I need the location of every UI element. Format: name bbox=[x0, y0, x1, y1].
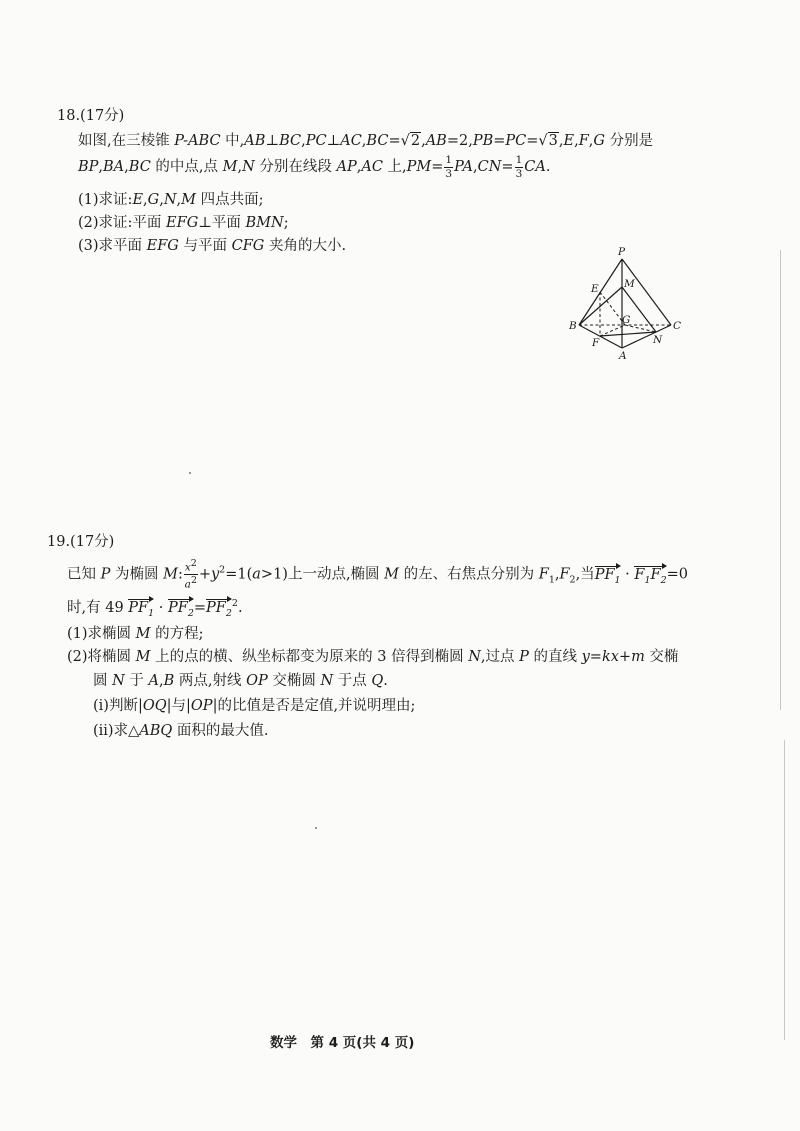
text: 已知 bbox=[67, 566, 101, 583]
var: M bbox=[222, 159, 238, 175]
text: + bbox=[198, 566, 211, 583]
var: OP bbox=[190, 698, 213, 714]
var: N bbox=[163, 192, 177, 208]
var: CFG bbox=[231, 238, 265, 254]
text: 中, bbox=[220, 133, 245, 149]
text: = bbox=[431, 159, 444, 175]
var: a bbox=[184, 578, 191, 591]
text: , bbox=[574, 133, 579, 149]
text: =0 bbox=[666, 566, 688, 583]
denominator: 3 bbox=[445, 167, 453, 180]
exponent: 2 bbox=[231, 598, 238, 610]
subscript: 2 bbox=[225, 607, 232, 619]
subscript: 1 bbox=[548, 574, 555, 586]
text: >1)上一动点,椭圆 bbox=[260, 566, 385, 583]
var: kx bbox=[601, 649, 619, 665]
text: , bbox=[124, 159, 129, 175]
var: B bbox=[163, 673, 175, 689]
var: F bbox=[634, 566, 645, 583]
var: a bbox=[252, 566, 261, 583]
text: 时,有 49 bbox=[67, 600, 129, 616]
text: = bbox=[589, 649, 602, 665]
q19-sub2-i bbox=[93, 694, 415, 715]
text: 圆 bbox=[93, 673, 113, 689]
var: OP bbox=[246, 673, 268, 689]
scan-speck bbox=[315, 827, 317, 829]
var: AB bbox=[425, 133, 447, 149]
text: , bbox=[143, 192, 148, 208]
text: 的方程; bbox=[150, 626, 204, 642]
text: ,当 bbox=[575, 566, 595, 583]
var: P bbox=[519, 649, 529, 665]
var: OQ bbox=[142, 698, 167, 714]
text: = bbox=[501, 159, 514, 175]
var: x bbox=[184, 561, 191, 574]
text: = bbox=[193, 600, 207, 616]
text: 交椭 bbox=[644, 649, 679, 665]
q19-line1 bbox=[67, 559, 688, 590]
var: BC bbox=[366, 133, 389, 149]
var: AC bbox=[340, 133, 362, 149]
scan-edge bbox=[780, 250, 781, 710]
vector bbox=[634, 564, 666, 586]
var: P bbox=[100, 566, 111, 583]
text: 的左、右焦点分别为 bbox=[399, 566, 539, 583]
text: 于点 bbox=[333, 673, 372, 689]
numerator: 1 bbox=[445, 154, 453, 166]
vector bbox=[168, 597, 194, 619]
var: M bbox=[135, 649, 151, 665]
text: 上, bbox=[382, 159, 407, 175]
text: ⊥平面 bbox=[198, 215, 246, 231]
text: 面积的最大值. bbox=[172, 723, 269, 739]
text: : bbox=[177, 566, 183, 583]
var: BMN bbox=[245, 215, 284, 231]
text: (1)求证: bbox=[78, 192, 133, 208]
text: . bbox=[237, 600, 243, 616]
text: , bbox=[159, 673, 164, 689]
text: , bbox=[159, 192, 164, 208]
vector bbox=[595, 564, 621, 586]
text: 为椭圆 bbox=[110, 566, 164, 583]
var: CA bbox=[524, 159, 546, 175]
text: (2)求证:平面 bbox=[78, 215, 167, 231]
q18-sub2 bbox=[78, 211, 289, 232]
text: 如图,在三棱锥 bbox=[78, 133, 175, 149]
text: = bbox=[493, 133, 506, 149]
q18-heading: 18.(17分) bbox=[57, 108, 125, 124]
subscript: 1 bbox=[148, 607, 155, 619]
exponent: 2 bbox=[190, 575, 197, 586]
fraction bbox=[444, 155, 453, 179]
text: 的直线 bbox=[528, 649, 582, 665]
var: N bbox=[242, 159, 255, 175]
text: . bbox=[383, 673, 388, 689]
var: BA bbox=[103, 159, 125, 175]
text: =1( bbox=[225, 566, 253, 583]
label-F: F bbox=[592, 337, 600, 349]
var: y bbox=[210, 566, 220, 583]
text: , bbox=[356, 159, 362, 175]
vector bbox=[206, 597, 232, 619]
text: , bbox=[554, 566, 560, 583]
text: (3)求平面 bbox=[78, 238, 147, 254]
var: PM bbox=[406, 159, 432, 175]
var: P-ABC bbox=[174, 133, 221, 149]
text: 于 bbox=[124, 673, 149, 689]
var: PF bbox=[594, 566, 615, 583]
dot-product: · bbox=[620, 566, 635, 583]
q18-line1 bbox=[78, 129, 653, 150]
text: =2, bbox=[446, 133, 473, 149]
var: BC bbox=[279, 133, 302, 149]
text: 上的点的横、纵坐标都变为原来的 3 倍得到椭圆 bbox=[150, 649, 469, 665]
var: BC bbox=[128, 159, 151, 175]
text: = bbox=[526, 133, 539, 149]
page-footer: 数学 第 4 页(共 4 页) bbox=[270, 1035, 415, 1051]
subscript: 2 bbox=[660, 574, 667, 586]
var: y bbox=[581, 649, 590, 665]
text: , bbox=[473, 159, 478, 175]
text: |与| bbox=[166, 698, 191, 714]
scan-edge bbox=[784, 740, 785, 1040]
subscript: 1 bbox=[614, 574, 621, 586]
edge-AC bbox=[622, 325, 671, 348]
text: 四点共面; bbox=[196, 192, 264, 208]
q18-sub1 bbox=[78, 188, 264, 209]
var: N bbox=[468, 649, 481, 665]
text: , bbox=[588, 133, 594, 149]
numerator: 1 bbox=[515, 154, 523, 166]
q18-line2 bbox=[78, 155, 550, 179]
var: F bbox=[578, 133, 589, 149]
var: AP bbox=[336, 159, 357, 175]
var: PF bbox=[167, 600, 188, 616]
perp-symbol: ⊥ bbox=[326, 133, 341, 149]
var: E bbox=[132, 192, 144, 208]
var: BP bbox=[78, 159, 99, 175]
var: m bbox=[631, 649, 645, 665]
var: M bbox=[384, 566, 400, 583]
text: = bbox=[388, 133, 401, 149]
tetrahedron-figure bbox=[560, 245, 700, 375]
var: N bbox=[112, 673, 125, 689]
var: PC bbox=[305, 133, 327, 149]
text: , bbox=[237, 159, 243, 175]
text: , bbox=[301, 133, 306, 149]
sqrt-radicand: 2 bbox=[410, 133, 421, 149]
var: ABQ bbox=[139, 723, 173, 739]
var: F bbox=[559, 566, 570, 583]
text: ,过点 bbox=[480, 649, 520, 665]
var: AB bbox=[244, 133, 266, 149]
var: PF bbox=[128, 600, 149, 616]
text: . bbox=[545, 159, 551, 175]
exponent: 2 bbox=[190, 558, 197, 569]
label-P: P bbox=[618, 246, 626, 258]
exponent: 2 bbox=[219, 564, 226, 576]
var: G bbox=[147, 192, 160, 208]
var: M bbox=[163, 566, 178, 583]
label-B: B bbox=[569, 320, 577, 332]
vector bbox=[128, 597, 154, 619]
q19-sub2-line1 bbox=[67, 645, 678, 666]
perp-symbol: ⊥ bbox=[265, 133, 280, 149]
var: Q bbox=[371, 673, 384, 689]
var: EFG bbox=[146, 238, 179, 254]
var: PC bbox=[505, 133, 527, 149]
var: M bbox=[181, 192, 196, 208]
var: CN bbox=[477, 159, 502, 175]
label-M: M bbox=[624, 278, 635, 290]
sqrt-sign: √ bbox=[400, 133, 410, 149]
text: 交椭圆 bbox=[267, 673, 321, 689]
text: (ii)求△ bbox=[93, 723, 140, 739]
text: 分别是 bbox=[604, 133, 654, 149]
text: |的比值是否是定值,并说明理由; bbox=[212, 698, 416, 714]
var: A bbox=[148, 673, 159, 689]
fraction bbox=[184, 559, 198, 590]
text: + bbox=[618, 649, 632, 665]
q19-heading: 19.(17分) bbox=[47, 534, 115, 550]
sqrt-sign: √ bbox=[538, 133, 548, 149]
label-E: E bbox=[591, 283, 599, 295]
dot-product: · bbox=[154, 600, 168, 616]
var: PA bbox=[454, 159, 474, 175]
var: N bbox=[320, 673, 334, 689]
label-N: N bbox=[653, 334, 663, 346]
var: AC bbox=[361, 159, 383, 175]
text: (2)将椭圆 bbox=[67, 649, 136, 665]
label-C: C bbox=[673, 320, 682, 332]
text: 分别在线段 bbox=[254, 159, 337, 175]
text: (i)判断| bbox=[93, 698, 143, 714]
q19-sub2-ii bbox=[93, 719, 268, 740]
text: 夹角的大小. bbox=[264, 238, 347, 254]
var: PF bbox=[206, 600, 226, 616]
text: ; bbox=[283, 215, 289, 231]
var: F bbox=[538, 566, 549, 583]
var: M bbox=[135, 626, 151, 642]
var: EFG bbox=[166, 215, 199, 231]
text: , bbox=[421, 133, 426, 149]
text: , bbox=[98, 159, 104, 175]
denominator: 3 bbox=[515, 167, 523, 180]
text: , bbox=[176, 192, 182, 208]
q19-sub2-line2 bbox=[93, 669, 388, 690]
text: 两点,射线 bbox=[174, 673, 247, 689]
text: , bbox=[361, 133, 367, 149]
var: E bbox=[563, 133, 575, 149]
subscript: 2 bbox=[569, 574, 576, 586]
text: 与平面 bbox=[178, 238, 232, 254]
subscript: 2 bbox=[187, 607, 194, 619]
scan-speck bbox=[189, 472, 191, 474]
var: G bbox=[593, 133, 605, 149]
label-A: A bbox=[619, 350, 627, 362]
fraction bbox=[515, 155, 524, 179]
var: F bbox=[650, 566, 661, 583]
text: (1)求椭圆 bbox=[67, 626, 136, 642]
sqrt-radicand: 3 bbox=[548, 133, 558, 149]
q19-sub1 bbox=[67, 622, 204, 643]
text: 的中点,点 bbox=[150, 159, 223, 175]
q19-line2 bbox=[67, 596, 243, 619]
label-G: G bbox=[622, 314, 631, 326]
var: PB bbox=[472, 133, 494, 149]
subscript: 1 bbox=[644, 574, 651, 586]
text: , bbox=[558, 133, 564, 149]
q18-sub3 bbox=[78, 234, 346, 255]
